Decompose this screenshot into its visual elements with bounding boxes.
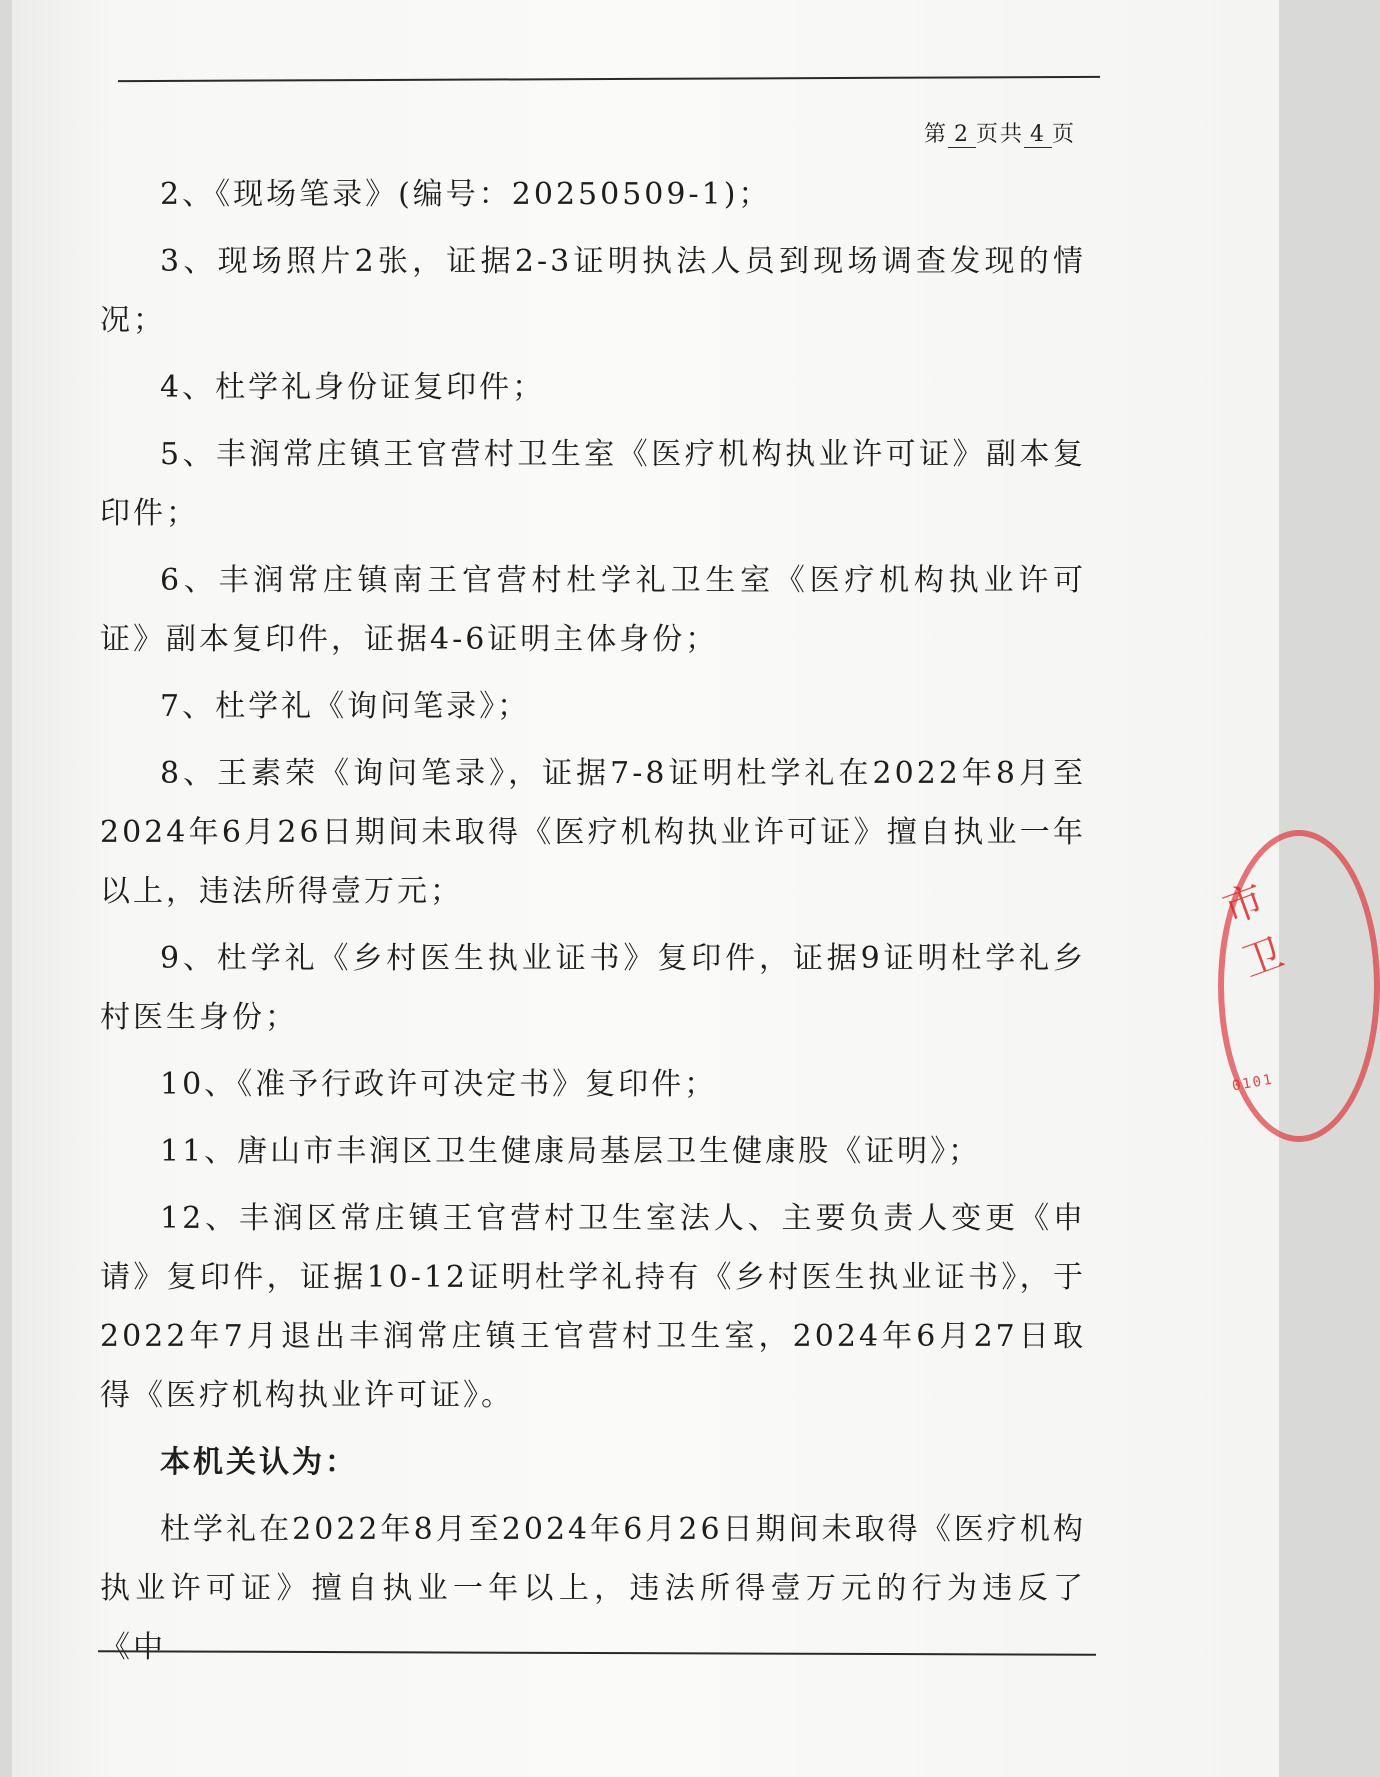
evidence-item: 4、杜学礼身份证复印件；: [160, 370, 546, 405]
conclusion-heading: 本机关认为：: [160, 1445, 358, 1480]
evidence-item: 10、《准予行政许可决定书》复印件；: [160, 1067, 718, 1102]
seal-code: 0101: [1230, 1071, 1275, 1095]
page-suffix: 页: [1052, 122, 1077, 147]
evidence-item: 8、王素荣《询问笔录》，证据7-8证明杜学礼在2022年8月至2024年6月26日期间未取得《医疗机构执业许可证》擅自执业一年以上，违法所得壹万元；: [100, 756, 1086, 909]
evidence-item: 12、丰润区常庄镇王官营村卫生室法人、主要负责人变更《申请》复印件，证据10-12证明杜学礼持有《乡村医生执业证书》，于2022年7月退出丰润常庄镇王官营村卫生室，2024年6月27日取得《医疗机构执业许可证》。: [100, 1201, 1086, 1413]
seal-text: 市卫: [1217, 876, 1290, 987]
evidence-item: 11、唐山市丰润区卫生健康局基层卫生健康股《证明》；: [160, 1134, 982, 1169]
evidence-item: 3、现场照片2张，证据2-3证明执法人员到现场调查发现的情况；: [100, 244, 1086, 338]
evidence-item: 2、《现场笔录》(编号：20250509-1)；: [160, 177, 772, 212]
evidence-item: 5、丰润常庄镇王官营村卫生室《医疗机构执业许可证》副本复印件；: [100, 437, 1086, 531]
evidence-item: 9、杜学礼《乡村医生执业证书》复印件，证据9证明杜学礼乡村医生身份；: [100, 941, 1086, 1035]
page-prefix: 第: [924, 122, 949, 147]
page-number: [924, 117, 1076, 148]
document-body: [100, 165, 1086, 1685]
page-current: 2: [948, 123, 976, 148]
evidence-item: 7、杜学礼《询问笔录》；: [160, 689, 531, 724]
evidence-item: 6、丰润常庄镇南王官营村杜学礼卫生室《医疗机构执业许可证》副本复印件，证据4-6证明主体身份；: [100, 563, 1086, 657]
conclusion-text: 杜学礼在2022年8月至2024年6月26日期间未取得《医疗机构执业许可证》擅自执业一年以上，违法所得壹万元的行为违反了《中: [100, 1512, 1086, 1665]
page-mid: 页共: [976, 122, 1025, 147]
page-total: 4: [1024, 123, 1052, 148]
